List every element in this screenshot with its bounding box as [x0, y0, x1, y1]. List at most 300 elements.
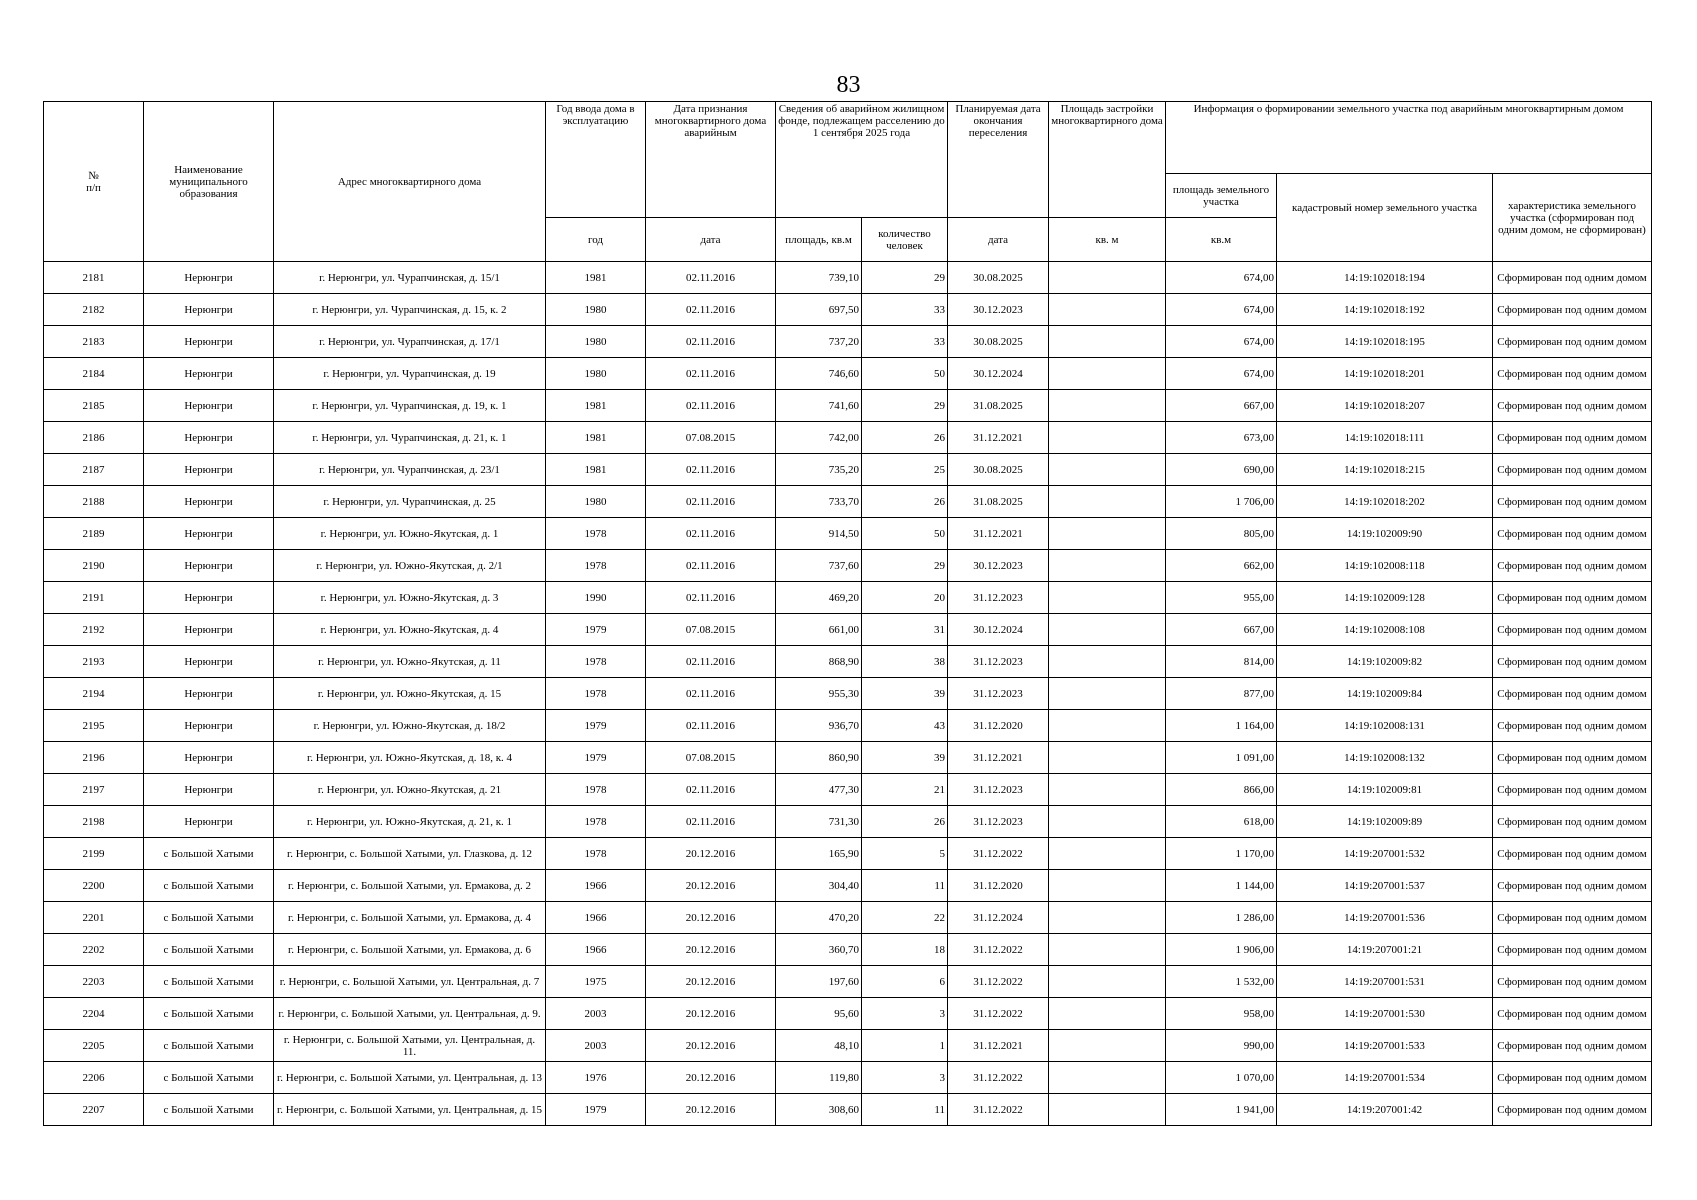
planned-end-cell: 31.12.2023 [948, 774, 1049, 806]
people-cell: 22 [862, 902, 948, 934]
area-cell: 48,10 [776, 1030, 862, 1062]
row-number: 2199 [44, 838, 144, 870]
table-row [44, 678, 1652, 710]
municipality-cell: Нерюнгри [144, 454, 274, 486]
table-row [44, 518, 1652, 550]
planned-end-cell: 31.12.2021 [948, 422, 1049, 454]
emergency-date-cell: 02.11.2016 [646, 550, 776, 582]
municipality-cell: Нерюнгри [144, 518, 274, 550]
table-row [44, 1062, 1652, 1094]
land-char-cell: Сформирован под одним домом [1493, 550, 1652, 582]
people-cell: 33 [862, 326, 948, 358]
year-cell: 1978 [546, 518, 646, 550]
emergency-date-cell: 02.11.2016 [646, 294, 776, 326]
planned-end-cell: 31.12.2023 [948, 646, 1049, 678]
emergency-date-cell: 20.12.2016 [646, 870, 776, 902]
municipality-cell: Нерюнгри [144, 326, 274, 358]
build-area-cell [1049, 326, 1166, 358]
land-area-cell: 866,00 [1166, 774, 1277, 806]
municipality-cell: с Большой Хатыми [144, 1030, 274, 1062]
address-cell: г. Нерюнгри, ул. Чурапчинская, д. 21, к. 1 [274, 422, 546, 454]
municipality-cell: с Большой Хатыми [144, 1094, 274, 1126]
table-row [44, 454, 1652, 486]
emergency-date-cell: 02.11.2016 [646, 454, 776, 486]
municipality-cell: Нерюнгри [144, 646, 274, 678]
land-area-cell: 674,00 [1166, 294, 1277, 326]
municipality-cell: с Большой Хатыми [144, 934, 274, 966]
year-cell: 1978 [546, 774, 646, 806]
cadastral-cell: 14:19:102018:202 [1277, 486, 1493, 518]
cadastral-cell: 14:19:102018:195 [1277, 326, 1493, 358]
planned-end-cell: 31.12.2022 [948, 1094, 1049, 1126]
cadastral-cell: 14:19:207001:42 [1277, 1094, 1493, 1126]
table-row [44, 998, 1652, 1030]
unit-date: дата [646, 218, 776, 262]
municipality-cell: Нерюнгри [144, 422, 274, 454]
address-cell: г. Нерюнгри, ул. Чурапчинская, д. 19 [274, 358, 546, 390]
address-cell: г. Нерюнгри, ул. Южно-Якутская, д. 11 [274, 646, 546, 678]
area-cell: 304,40 [776, 870, 862, 902]
people-cell: 11 [862, 870, 948, 902]
land-area-cell: 958,00 [1166, 998, 1277, 1030]
address-cell: г. Нерюнгри, с. Большой Хатыми, ул. Центральная, д. 13 [274, 1062, 546, 1094]
build-area-cell [1049, 454, 1166, 486]
build-area-cell [1049, 838, 1166, 870]
area-cell: 165,90 [776, 838, 862, 870]
header-emergency-date: Дата признания многоквартирного дома аварийным [646, 102, 776, 218]
build-area-cell [1049, 550, 1166, 582]
header-fund-info: Сведения об аварийном жилищном фонде, подлежащем расселению до 1 сентября 2025 года [776, 102, 948, 218]
emergency-date-cell: 02.11.2016 [646, 390, 776, 422]
year-cell: 2003 [546, 998, 646, 1030]
land-area-cell: 1 164,00 [1166, 710, 1277, 742]
area-cell: 733,70 [776, 486, 862, 518]
cadastral-cell: 14:19:102008:118 [1277, 550, 1493, 582]
year-cell: 1980 [546, 294, 646, 326]
land-char-cell: Сформирован под одним домом [1493, 294, 1652, 326]
planned-end-cell: 31.12.2023 [948, 806, 1049, 838]
emergency-date-cell: 20.12.2016 [646, 966, 776, 998]
build-area-cell [1049, 774, 1166, 806]
header-cadastral: кадастровый номер земельного участка [1277, 174, 1493, 262]
land-area-cell: 674,00 [1166, 358, 1277, 390]
unit-year: год [546, 218, 646, 262]
cadastral-cell: 14:19:207001:532 [1277, 838, 1493, 870]
land-area-cell: 877,00 [1166, 678, 1277, 710]
header-municipality: Наименование муниципального образования [144, 102, 274, 262]
area-cell: 868,90 [776, 646, 862, 678]
year-cell: 1979 [546, 710, 646, 742]
municipality-cell: с Большой Хатыми [144, 966, 274, 998]
people-cell: 33 [862, 294, 948, 326]
cadastral-cell: 14:19:207001:536 [1277, 902, 1493, 934]
land-area-cell: 1 070,00 [1166, 1062, 1277, 1094]
year-cell: 1978 [546, 838, 646, 870]
emergency-date-cell: 20.12.2016 [646, 1030, 776, 1062]
land-char-cell: Сформирован под одним домом [1493, 742, 1652, 774]
row-number: 2207 [44, 1094, 144, 1126]
address-cell: г. Нерюнгри, ул. Чурапчинская, д. 25 [274, 486, 546, 518]
build-area-cell [1049, 710, 1166, 742]
people-cell: 50 [862, 358, 948, 390]
header-year: Год ввода дома в эксплуатацию [546, 102, 646, 218]
municipality-cell: Нерюнгри [144, 678, 274, 710]
build-area-cell [1049, 422, 1166, 454]
land-char-cell: Сформирован под одним домом [1493, 710, 1652, 742]
address-cell: г. Нерюнгри, с. Большой Хатыми, ул. Ермакова, д. 2 [274, 870, 546, 902]
emergency-date-cell: 20.12.2016 [646, 1094, 776, 1126]
table-row [44, 390, 1652, 422]
year-cell: 1981 [546, 422, 646, 454]
cadastral-cell: 14:19:102018:201 [1277, 358, 1493, 390]
address-cell: г. Нерюнгри, с. Большой Хатыми, ул. Центральная, д. 9. [274, 998, 546, 1030]
land-area-cell: 674,00 [1166, 262, 1277, 294]
area-cell: 469,20 [776, 582, 862, 614]
people-cell: 39 [862, 678, 948, 710]
year-cell: 1966 [546, 902, 646, 934]
build-area-cell [1049, 742, 1166, 774]
emergency-date-cell: 02.11.2016 [646, 646, 776, 678]
area-cell: 936,70 [776, 710, 862, 742]
land-char-cell: Сформирован под одним домом [1493, 998, 1652, 1030]
row-number: 2193 [44, 646, 144, 678]
cadastral-cell: 14:19:102008:131 [1277, 710, 1493, 742]
land-char-cell: Сформирован под одним домом [1493, 966, 1652, 998]
cadastral-cell: 14:19:102018:192 [1277, 294, 1493, 326]
table-row [44, 262, 1652, 294]
people-cell: 6 [862, 966, 948, 998]
row-number: 2200 [44, 870, 144, 902]
emergency-date-cell: 02.11.2016 [646, 806, 776, 838]
area-cell: 735,20 [776, 454, 862, 486]
municipality-cell: Нерюнгри [144, 486, 274, 518]
row-number: 2202 [44, 934, 144, 966]
planned-end-cell: 31.12.2023 [948, 678, 1049, 710]
build-area-cell [1049, 934, 1166, 966]
emergency-date-cell: 07.08.2015 [646, 742, 776, 774]
area-cell: 741,60 [776, 390, 862, 422]
people-cell: 26 [862, 422, 948, 454]
row-number: 2184 [44, 358, 144, 390]
build-area-cell [1049, 262, 1166, 294]
planned-end-cell: 30.12.2024 [948, 358, 1049, 390]
address-cell: г. Нерюнгри, с. Большой Хатыми, ул. Центральная, д. 15 [274, 1094, 546, 1126]
planned-end-cell: 30.12.2023 [948, 550, 1049, 582]
emergency-date-cell: 02.11.2016 [646, 518, 776, 550]
address-cell: г. Нерюнгри, с. Большой Хатыми, ул. Центральная, д. 11. [274, 1030, 546, 1062]
year-cell: 1990 [546, 582, 646, 614]
planned-end-cell: 31.12.2021 [948, 742, 1049, 774]
municipality-cell: с Большой Хатыми [144, 998, 274, 1030]
address-cell: г. Нерюнгри, с. Большой Хатыми, ул. Центральная, д. 7 [274, 966, 546, 998]
land-char-cell: Сформирован под одним домом [1493, 422, 1652, 454]
people-cell: 31 [862, 614, 948, 646]
table-row [44, 838, 1652, 870]
emergency-date-cell: 07.08.2015 [646, 614, 776, 646]
land-char-cell: Сформирован под одним домом [1493, 454, 1652, 486]
area-cell: 746,60 [776, 358, 862, 390]
emergency-date-cell: 02.11.2016 [646, 774, 776, 806]
cadastral-cell: 14:19:102009:128 [1277, 582, 1493, 614]
land-area-cell: 667,00 [1166, 614, 1277, 646]
planned-end-cell: 31.12.2022 [948, 934, 1049, 966]
build-area-cell [1049, 582, 1166, 614]
emergency-date-cell: 20.12.2016 [646, 838, 776, 870]
build-area-cell [1049, 806, 1166, 838]
year-cell: 1978 [546, 550, 646, 582]
people-cell: 1 [862, 1030, 948, 1062]
row-number: 2185 [44, 390, 144, 422]
area-cell: 731,30 [776, 806, 862, 838]
unit-area: площадь, кв.м [776, 218, 862, 262]
row-number: 2183 [44, 326, 144, 358]
cadastral-cell: 14:19:207001:531 [1277, 966, 1493, 998]
municipality-cell: Нерюнгри [144, 614, 274, 646]
land-char-cell: Сформирован под одним домом [1493, 1030, 1652, 1062]
cadastral-cell: 14:19:102008:132 [1277, 742, 1493, 774]
land-char-cell: Сформирован под одним домом [1493, 678, 1652, 710]
area-cell: 95,60 [776, 998, 862, 1030]
people-cell: 3 [862, 1062, 948, 1094]
planned-end-cell: 31.08.2025 [948, 390, 1049, 422]
row-number: 2205 [44, 1030, 144, 1062]
emergency-date-cell: 20.12.2016 [646, 902, 776, 934]
address-cell: г. Нерюнгри, ул. Южно-Якутская, д. 21 [274, 774, 546, 806]
row-number: 2206 [44, 1062, 144, 1094]
people-cell: 38 [862, 646, 948, 678]
address-cell: г. Нерюнгри, с. Большой Хатыми, ул. Ермакова, д. 6 [274, 934, 546, 966]
year-cell: 1980 [546, 358, 646, 390]
row-number: 2187 [44, 454, 144, 486]
row-number: 2182 [44, 294, 144, 326]
emergency-date-cell: 20.12.2016 [646, 1062, 776, 1094]
table-row [44, 902, 1652, 934]
address-cell: г. Нерюнгри, ул. Чурапчинская, д. 19, к. 1 [274, 390, 546, 422]
row-number: 2204 [44, 998, 144, 1030]
land-char-cell: Сформирован под одним домом [1493, 262, 1652, 294]
build-area-cell [1049, 870, 1166, 902]
land-area-cell: 690,00 [1166, 454, 1277, 486]
address-cell: г. Нерюнгри, ул. Чурапчинская, д. 15, к. 2 [274, 294, 546, 326]
table-row [44, 358, 1652, 390]
planned-end-cell: 31.12.2021 [948, 1030, 1049, 1062]
land-area-cell: 662,00 [1166, 550, 1277, 582]
row-number: 2194 [44, 678, 144, 710]
area-cell: 742,00 [776, 422, 862, 454]
year-cell: 1978 [546, 646, 646, 678]
build-area-cell [1049, 518, 1166, 550]
header-land-char: характеристика земельного участка (сформирован под одним домом, не сформирован) [1493, 174, 1652, 262]
municipality-cell: Нерюнгри [144, 550, 274, 582]
table-row [44, 870, 1652, 902]
land-area-cell: 990,00 [1166, 1030, 1277, 1062]
emergency-date-cell: 20.12.2016 [646, 998, 776, 1030]
header-build-area: Площадь застройки многоквартирного дома [1049, 102, 1166, 218]
area-cell: 661,00 [776, 614, 862, 646]
cadastral-cell: 14:19:207001:534 [1277, 1062, 1493, 1094]
land-char-cell: Сформирован под одним домом [1493, 806, 1652, 838]
build-area-cell [1049, 646, 1166, 678]
table-row [44, 550, 1652, 582]
land-area-cell: 673,00 [1166, 422, 1277, 454]
planned-end-cell: 31.12.2022 [948, 1062, 1049, 1094]
table-row [44, 326, 1652, 358]
year-cell: 1976 [546, 1062, 646, 1094]
area-cell: 860,90 [776, 742, 862, 774]
row-number: 2189 [44, 518, 144, 550]
table-row [44, 934, 1652, 966]
table-row [44, 582, 1652, 614]
table-row [44, 422, 1652, 454]
build-area-cell [1049, 486, 1166, 518]
planned-end-cell: 31.12.2024 [948, 902, 1049, 934]
people-cell: 3 [862, 998, 948, 1030]
header-land-info: Информация о формировании земельного участка под аварийным многоквартирным домом [1166, 102, 1652, 174]
land-area-cell: 1 906,00 [1166, 934, 1277, 966]
planned-end-cell: 30.08.2025 [948, 326, 1049, 358]
address-cell: г. Нерюнгри, с. Большой Хатыми, ул. Ермакова, д. 4 [274, 902, 546, 934]
table-row [44, 646, 1652, 678]
land-area-cell: 1 941,00 [1166, 1094, 1277, 1126]
land-char-cell: Сформирован под одним домом [1493, 870, 1652, 902]
build-area-cell [1049, 294, 1166, 326]
planned-end-cell: 31.12.2020 [948, 870, 1049, 902]
area-cell: 737,60 [776, 550, 862, 582]
municipality-cell: Нерюнгри [144, 582, 274, 614]
people-cell: 25 [862, 454, 948, 486]
year-cell: 1966 [546, 870, 646, 902]
people-cell: 11 [862, 1094, 948, 1126]
year-cell: 1981 [546, 390, 646, 422]
table-body [44, 262, 1652, 1126]
people-cell: 50 [862, 518, 948, 550]
build-area-cell [1049, 1094, 1166, 1126]
cadastral-cell: 14:19:207001:537 [1277, 870, 1493, 902]
row-number: 2198 [44, 806, 144, 838]
planned-end-cell: 31.12.2022 [948, 838, 1049, 870]
year-cell: 2003 [546, 1030, 646, 1062]
build-area-cell [1049, 358, 1166, 390]
year-cell: 1979 [546, 1094, 646, 1126]
table-row [44, 774, 1652, 806]
cadastral-cell: 14:19:102018:207 [1277, 390, 1493, 422]
people-cell: 29 [862, 390, 948, 422]
people-cell: 21 [862, 774, 948, 806]
row-number: 2197 [44, 774, 144, 806]
address-cell: г. Нерюнгри, ул. Южно-Якутская, д. 18/2 [274, 710, 546, 742]
land-char-cell: Сформирован под одним домом [1493, 1094, 1652, 1126]
build-area-cell [1049, 1062, 1166, 1094]
cadastral-cell: 14:19:102009:89 [1277, 806, 1493, 838]
land-area-cell: 1 532,00 [1166, 966, 1277, 998]
land-char-cell: Сформирован под одним домом [1493, 774, 1652, 806]
address-cell: г. Нерюнгри, ул. Южно-Якутская, д. 2/1 [274, 550, 546, 582]
people-cell: 26 [862, 486, 948, 518]
land-area-cell: 805,00 [1166, 518, 1277, 550]
row-number: 2196 [44, 742, 144, 774]
cadastral-cell: 14:19:102009:81 [1277, 774, 1493, 806]
address-cell: г. Нерюнгри, ул. Южно-Якутская, д. 1 [274, 518, 546, 550]
area-cell: 197,60 [776, 966, 862, 998]
year-cell: 1979 [546, 742, 646, 774]
cadastral-cell: 14:19:102009:84 [1277, 678, 1493, 710]
land-area-cell: 674,00 [1166, 326, 1277, 358]
build-area-cell [1049, 998, 1166, 1030]
address-cell: г. Нерюнгри, ул. Южно-Якутская, д. 3 [274, 582, 546, 614]
year-cell: 1980 [546, 486, 646, 518]
emergency-date-cell: 20.12.2016 [646, 934, 776, 966]
year-cell: 1981 [546, 262, 646, 294]
row-number: 2192 [44, 614, 144, 646]
table-row [44, 710, 1652, 742]
year-cell: 1978 [546, 678, 646, 710]
table-row [44, 614, 1652, 646]
year-cell: 1980 [546, 326, 646, 358]
year-cell: 1966 [546, 934, 646, 966]
unit-people: количество человек [862, 218, 948, 262]
municipality-cell: Нерюнгри [144, 262, 274, 294]
area-cell: 119,80 [776, 1062, 862, 1094]
emergency-date-cell: 02.11.2016 [646, 710, 776, 742]
build-area-cell [1049, 390, 1166, 422]
municipality-cell: с Большой Хатыми [144, 838, 274, 870]
row-number: 2190 [44, 550, 144, 582]
cadastral-cell: 14:19:207001:21 [1277, 934, 1493, 966]
area-cell: 737,20 [776, 326, 862, 358]
address-cell: г. Нерюнгри, с. Большой Хатыми, ул. Глазкова, д. 12 [274, 838, 546, 870]
build-area-cell [1049, 1030, 1166, 1062]
emergency-date-cell: 02.11.2016 [646, 262, 776, 294]
land-area-cell: 955,00 [1166, 582, 1277, 614]
row-number: 2195 [44, 710, 144, 742]
row-number: 2201 [44, 902, 144, 934]
emergency-date-cell: 02.11.2016 [646, 358, 776, 390]
address-cell: г. Нерюнгри, ул. Южно-Якутская, д. 21, к. 1 [274, 806, 546, 838]
build-area-cell [1049, 902, 1166, 934]
people-cell: 29 [862, 262, 948, 294]
build-area-cell [1049, 614, 1166, 646]
planned-end-cell: 31.12.2023 [948, 582, 1049, 614]
build-area-cell [1049, 678, 1166, 710]
area-cell: 955,30 [776, 678, 862, 710]
year-cell: 1978 [546, 806, 646, 838]
municipality-cell: Нерюнгри [144, 390, 274, 422]
header-land-area: площадь земельного участка [1166, 174, 1277, 218]
row-number: 2203 [44, 966, 144, 998]
municipality-cell: с Большой Хатыми [144, 870, 274, 902]
table-row [44, 1030, 1652, 1062]
municipality-cell: Нерюнгри [144, 294, 274, 326]
year-cell: 1979 [546, 614, 646, 646]
year-cell: 1981 [546, 454, 646, 486]
land-char-cell: Сформирован под одним домом [1493, 582, 1652, 614]
unit-land-sqm: кв.м [1166, 218, 1277, 262]
unit-build-sqm: кв. м [1049, 218, 1166, 262]
planned-end-cell: 30.12.2023 [948, 294, 1049, 326]
cadastral-cell: 14:19:102018:194 [1277, 262, 1493, 294]
municipality-cell: Нерюнгри [144, 806, 274, 838]
people-cell: 26 [862, 806, 948, 838]
cadastral-cell: 14:19:207001:530 [1277, 998, 1493, 1030]
area-cell: 360,70 [776, 934, 862, 966]
table-row [44, 486, 1652, 518]
address-cell: г. Нерюнгри, ул. Чурапчинская, д. 17/1 [274, 326, 546, 358]
row-number: 2181 [44, 262, 144, 294]
year-cell: 1975 [546, 966, 646, 998]
municipality-cell: Нерюнгри [144, 358, 274, 390]
table-row [44, 294, 1652, 326]
municipality-cell: с Большой Хатыми [144, 1062, 274, 1094]
